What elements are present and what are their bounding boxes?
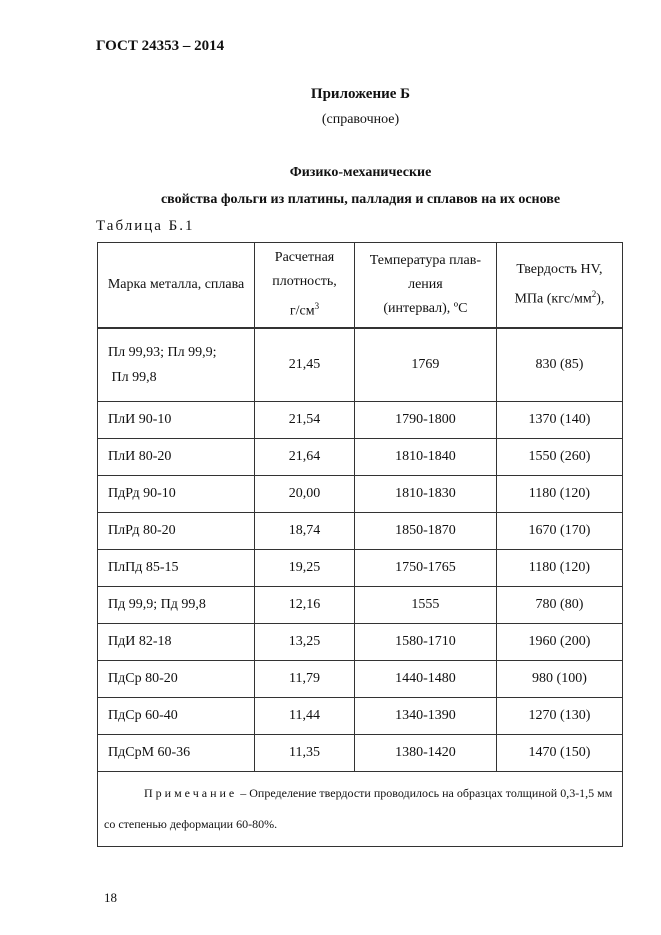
appendix-type: (справочное) — [321, 112, 400, 127]
table-row — [98, 328, 623, 402]
column-header-hardness — [496, 243, 622, 329]
cell-melting: 1380-1420 — [354, 735, 496, 772]
density-header-sup: 3 — [314, 301, 320, 312]
cell-melting: 1440-1480 — [354, 661, 496, 698]
note-text: – Определение твердости проводилось на образцах толщиной 0,3-1,5 мм со степенью деформации 60-80%. — [104, 786, 613, 831]
cell-hardness: 1960 (200) — [496, 624, 622, 661]
cell-hardness: 1670 (170) — [496, 513, 622, 550]
cell-hardness: 1180 (120) — [496, 550, 622, 587]
cell-grade: ПлРд 80-20 — [98, 513, 255, 550]
table-row — [98, 402, 623, 439]
hardness-header-line1: Твердость HV, — [516, 262, 603, 278]
table-row — [98, 513, 623, 550]
table-row — [98, 476, 623, 513]
table-label: Таблица Б.1 — [96, 218, 195, 234]
hardness-header-end: ), — [596, 291, 605, 307]
cell-grade: ПдИ 82-18 — [98, 624, 255, 661]
column-header-melting — [354, 243, 496, 329]
cell-melting: 1810-1830 — [354, 476, 496, 513]
hardness-header-line2: МПа (кгс/мм — [514, 291, 592, 307]
melting-header-line1: Температура плав- — [369, 253, 482, 268]
cell-density: 21,45 — [255, 328, 355, 402]
column-header-grade — [98, 243, 255, 329]
cell-melting: 1790-1800 — [354, 402, 496, 439]
cell-melting: 1555 — [354, 587, 496, 624]
properties-table — [97, 242, 623, 847]
document-title-line1: Физико-механические — [289, 165, 432, 180]
table-row — [98, 661, 623, 698]
cell-density: 18,74 — [255, 513, 355, 550]
melting-header-line3: (интервал), ºС — [383, 301, 468, 316]
table-row — [98, 439, 623, 476]
table-row — [98, 698, 623, 735]
document-title-line2: свойства фольги из платины, палладия и сплавов на их основе — [160, 192, 561, 207]
density-header-line3: г/см — [289, 303, 315, 319]
table-header-row — [98, 243, 623, 329]
cell-grade: ПдСр 80-20 — [98, 661, 255, 698]
note-label: Примечание — [144, 786, 238, 800]
density-header-line2: плотность, — [272, 274, 337, 290]
cell-density: 13,25 — [255, 624, 355, 661]
table-row — [98, 550, 623, 587]
cell-grade — [98, 328, 255, 402]
column-header-density — [255, 243, 355, 329]
cell-grade: ПдРд 90-10 — [98, 476, 255, 513]
cell-hardness: 830 (85) — [496, 328, 622, 402]
table-row — [98, 587, 623, 624]
cell-hardness: 1180 (120) — [496, 476, 622, 513]
cell-density: 20,00 — [255, 476, 355, 513]
cell-grade: Пд 99,9; Пд 99,8 — [98, 587, 255, 624]
cell-hardness: 980 (100) — [496, 661, 622, 698]
cell-melting: 1580-1710 — [354, 624, 496, 661]
column-header-grade-text: Марка металла, сплава — [107, 277, 245, 292]
document-header: ГОСТ 24353 – 2014 — [96, 38, 225, 54]
cell-grade: ПдСр 60-40 — [98, 698, 255, 735]
cell-grade: ПлИ 90-10 — [98, 402, 255, 439]
cell-hardness: 780 (80) — [496, 587, 622, 624]
appendix-title: Приложение Б — [310, 86, 411, 102]
cell-density: 11,79 — [255, 661, 355, 698]
cell-hardness: 1470 (150) — [496, 735, 622, 772]
cell-grade: ПдСрМ 60-36 — [98, 735, 255, 772]
cell-density: 19,25 — [255, 550, 355, 587]
cell-melting: 1810-1840 — [354, 439, 496, 476]
table-note — [98, 772, 623, 847]
cell-grade-line1: Пл 99,93; Пл 99,9; — [108, 345, 217, 360]
cell-density: 12,16 — [255, 587, 355, 624]
table-row — [98, 735, 623, 772]
cell-grade: ПлПд 85-15 — [98, 550, 255, 587]
cell-density: 11,44 — [255, 698, 355, 735]
cell-grade-line2: Пл 99,8 — [111, 370, 157, 385]
cell-melting: 1769 — [354, 328, 496, 402]
cell-melting: 1750-1765 — [354, 550, 496, 587]
cell-melting: 1850-1870 — [354, 513, 496, 550]
table-note-row — [98, 772, 623, 847]
cell-density: 11,35 — [255, 735, 355, 772]
cell-hardness: 1370 (140) — [496, 402, 622, 439]
cell-melting: 1340-1390 — [354, 698, 496, 735]
cell-density: 21,64 — [255, 439, 355, 476]
melting-header-line2: ления — [408, 277, 443, 292]
cell-hardness: 1550 (260) — [496, 439, 622, 476]
cell-grade: ПлИ 80-20 — [98, 439, 255, 476]
page-number: 18 — [104, 890, 117, 905]
density-header-line1: Расчетная — [274, 250, 335, 266]
cell-hardness: 1270 (130) — [496, 698, 622, 735]
hardness-header-sup: 2 — [591, 289, 597, 300]
cell-density: 21,54 — [255, 402, 355, 439]
table-row — [98, 624, 623, 661]
